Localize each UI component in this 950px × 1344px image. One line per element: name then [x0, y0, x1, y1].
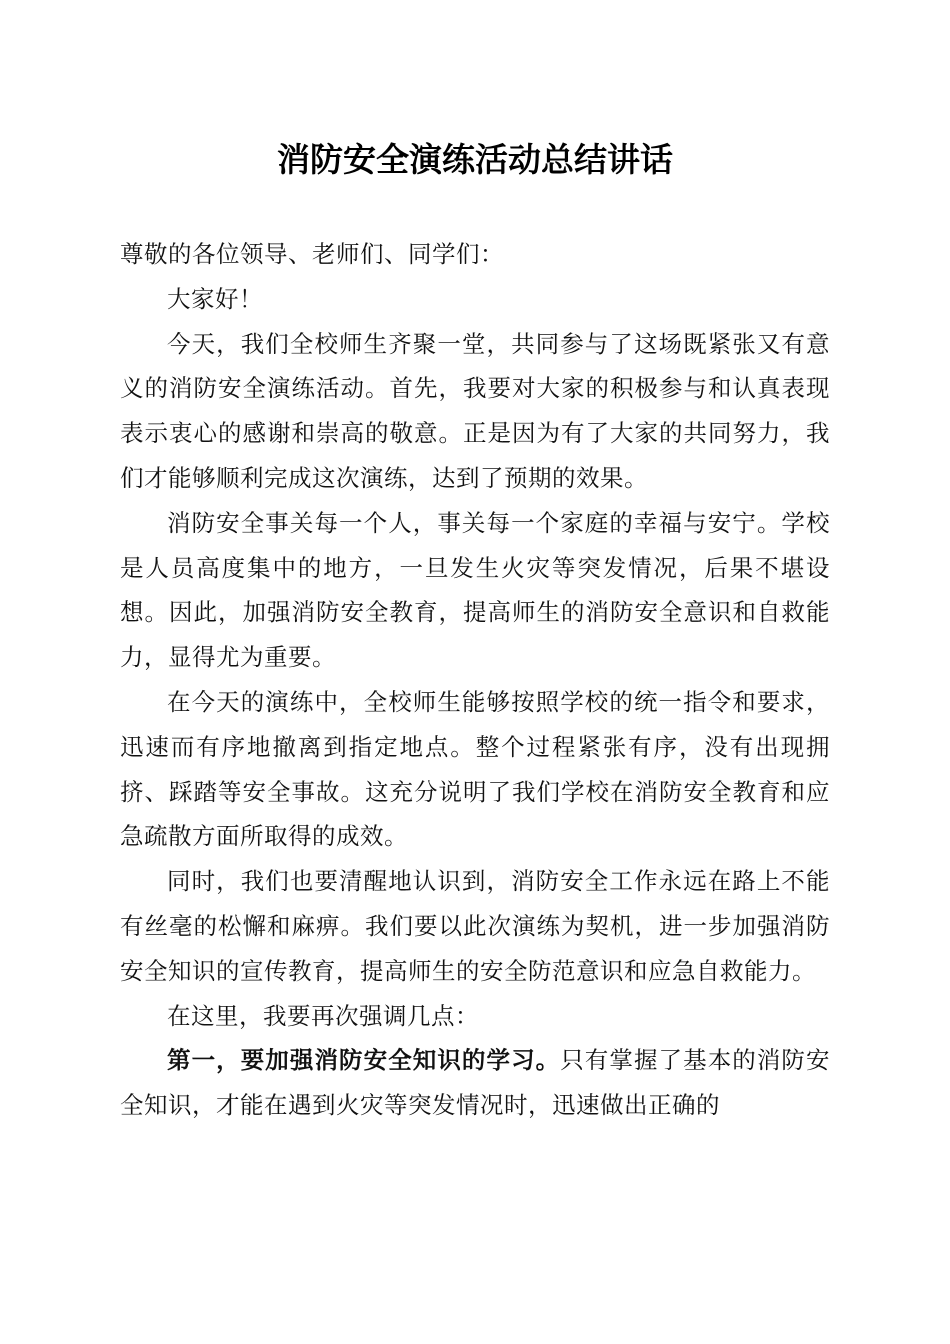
point-one-text: 只有掌握了基本的消防安全知识，才能在遇到火灾等突发情况时，迅速做出正确的 — [120, 1046, 831, 1120]
point-one-paragraph — [120, 1038, 830, 1128]
salutation: 尊敬的各位领导、老师们、同学们： — [120, 240, 504, 268]
greeting: 大家好！ — [167, 284, 263, 313]
document-title: 消防安全演练活动总结讲话 — [277, 140, 673, 179]
paragraph-3: 在今天的演练中，全校师生能够按照学校的统一指令和要求，迅速而有序地撤离到指定地点。整个过程紧张有序，没有出现拥挤、踩踏等安全事故。这充分说明了我们学校在消防安全教育和应急疏散方面所取得的成效。 — [120, 687, 830, 851]
point-one-lead: 第一，要加强消防安全知识的学习。 — [167, 1046, 561, 1075]
paragraph-1: 今天，我们全校师生齐聚一堂，共同参与了这场既紧张又有意义的消防安全演练活动。首先，我要对大家的积极参与和认真表现表示衷心的感谢和崇高的敬意。正是因为有了大家的共同努力，我们才能够顺利完成这次演练，达到了预期的效果。 — [120, 329, 830, 492]
document-body — [120, 232, 830, 1128]
paragraph-2: 消防安全事关每一个人，事关每一个家庭的幸福与安宁。学校是人员高度集中的地方，一旦发生火灾等突发情况，后果不堪设想。因此，加强消防安全教育，提高师生的消防安全意识和自救能力，显得尤为重要。 — [120, 508, 830, 672]
paragraph-5: 在这里，我要再次强调几点： — [167, 1001, 479, 1030]
paragraph-4: 同时，我们也要清醒地认识到，消防安全工作永远在路上不能有丝毫的松懈和麻痹。我们要以此次演练为契机，进一步加强消防安全知识的宣传教育，提高师生的安全防范意识和应急自救能力。 — [120, 867, 830, 985]
